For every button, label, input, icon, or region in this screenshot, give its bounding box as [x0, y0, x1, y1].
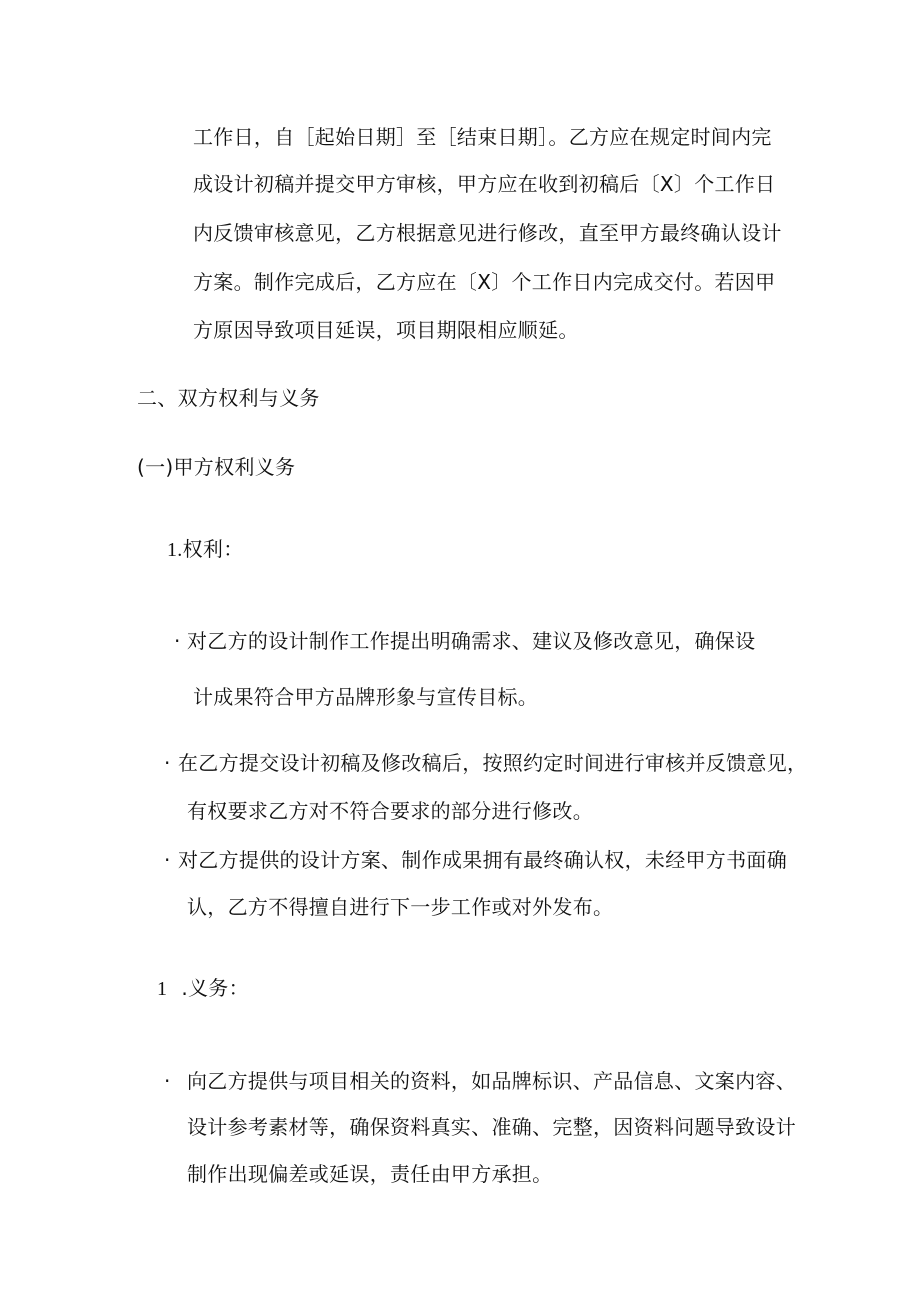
list-item-line: 对乙方的设计制作工作提出明确需求、建议及修改意见，确保设 [187, 629, 756, 653]
section-heading: 二、双方权利与义务 [137, 386, 320, 410]
paragraph-line: 工作日，自［起始日期］至［结束日期］。乙方应在规定时间内完 [193, 125, 772, 149]
paragraph-line: 方原因导致项目延误，项目期限相应顺延。 [193, 318, 579, 342]
paragraph-line: 方案。制作完成后，乙方应在〔X〕个工作日内完成交付。若因甲 [193, 270, 776, 294]
paragraph-line: 成设计初稿并提交甲方审核，甲方应在收到初稿后〔X〕个工作日 [193, 172, 776, 196]
rights-label-number: 1. [167, 539, 183, 561]
rights-label [167, 535, 244, 564]
duties-label-number: 1 [157, 978, 168, 1000]
list-item-line: 计成果符合甲方品牌形象与宣传目标。 [193, 685, 539, 709]
bullet-icon: · [164, 751, 171, 775]
list-item-line: 有权要求乙方对不符合要求的部分进行修改。 [187, 799, 593, 823]
sub-heading: (一)甲方权利义务 [137, 455, 296, 479]
bullet-icon: · [164, 848, 171, 872]
list-item-line: 在乙方提交设计初稿及修改稿后，按照约定时间进行审核并反馈意见， [178, 751, 808, 775]
bullet-icon: · [164, 1069, 171, 1093]
list-item-line: 设计参考素材等，确保资料真实、准确、完整，因资料问题导致设计 [187, 1115, 796, 1139]
list-item-line: 向乙方提供与项目相关的资料，如品牌标识、产品信息、文案内容、 [187, 1069, 796, 1093]
duties-label-text: .义务： [181, 976, 249, 1000]
list-item-line: 制作出现偏差或延误，责任由甲方承担。 [187, 1162, 553, 1186]
list-item-line: 对乙方提供的设计方案、制作成果拥有最终确认权，未经甲方书面确 [178, 848, 787, 872]
duties-label [157, 974, 249, 1003]
rights-label-text: 权利： [182, 537, 244, 561]
bullet-icon: · [174, 629, 181, 653]
list-item-line: 认，乙方不得擅自进行下一步工作或对外发布。 [187, 895, 614, 919]
paragraph-line: 内反馈审核意见，乙方根据意见进行修改，直至甲方最终确认设计 [193, 221, 782, 245]
